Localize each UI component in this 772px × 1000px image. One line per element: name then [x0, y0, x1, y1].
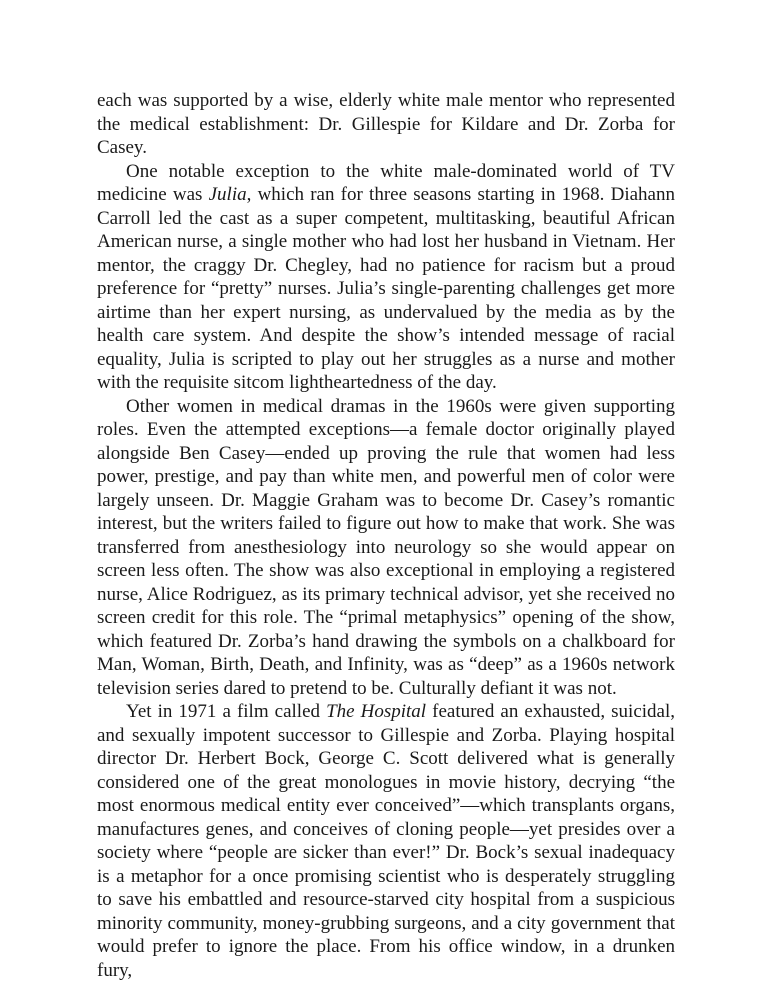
- paragraph-3: [97, 395, 675, 701]
- paragraph-4-text-a: Yet in 1971 a film called: [126, 701, 327, 722]
- paragraph-2-text-a: One notable exception to the white male-dominated world of TV medicine was: [97, 160, 675, 205]
- paragraph-3-text: Other women in medical dramas in the 1960s were given supporting roles. Even the attempted exceptions—a female doctor originally played alongside Ben Casey—ended up proving the rule that women had less power, prestige, and pay than white men, and powerful men of color were largely unseen. Dr. Maggie Graham was to become Dr. Casey’s romantic interest, but the writers failed to figure out how to make that work. She was transferred from anesthesiology into neurology so she would appear on screen less often. The show was also exceptional in employing a registered nurse, Alice Rodriguez, as its primary technical advisor, yet she received no screen credit for this role. The “primal metaphysics” opening of the show, which featured Dr. Zorba’s hand drawing the symbols on a chalkboard for Man, Woman, Birth, Death, and Infinity, was as “deep” as a 1960s network television series dared to pretend to be. Culturally defiant it was not.: [97, 395, 675, 699]
- paragraph-2: [97, 160, 675, 395]
- paragraph-4-text-b: featured an exhausted, suicidal, and sexually impotent successor to Gillespie and Zorba. Playing hospital director Dr. Herbert Bock, George C. Scott delivered what is generally considered one of the great monologues in movie history, decrying “the most enormous medical entity ever conceived”—which transplants organs, manufactures genes, and conceives of cloning people—yet presides over a society where “people are sicker than ever!” Dr. Bock’s sexual inadequacy is a metaphor for a once promising scientist who is desperately struggling to save his embattled and resource-starved city hospital from a suspicious minority community, money-grubbing surgeons, and a city government that would prefer to ignore the place. From his office window, in a drunken fury,: [97, 701, 676, 981]
- paragraph-4: [97, 700, 675, 982]
- book-page: [97, 89, 675, 982]
- paragraph-2-text-b: , which ran for three seasons starting in 1968. Diahann Carroll led the cast as a super competent, multitasking, beautiful African American nurse, a single mother who had lost her husband in Vietnam. Her mentor, the craggy Dr. Chegley, had no patience for racism but a proud preference for “pretty” nurses. Julia’s single-parenting challenges get more airtime than her expert nursing, as undervalued by the media as by the health care system. And despite the show’s intended message of racial equality, Julia is scripted to play out her struggles as a nurse and mother with the requisite sitcom lightheartedness of the day.: [97, 184, 675, 393]
- film-title-the-hospital: The Hospital: [326, 701, 427, 722]
- paragraph-1: [97, 89, 675, 160]
- paragraph-1-text: each was supported by a wise, elderly white male mentor who represented the medical establishment: Dr. Gillespie for Kildare and Dr. Zorba for Casey.: [97, 90, 675, 158]
- show-title-julia: Julia: [208, 184, 247, 205]
